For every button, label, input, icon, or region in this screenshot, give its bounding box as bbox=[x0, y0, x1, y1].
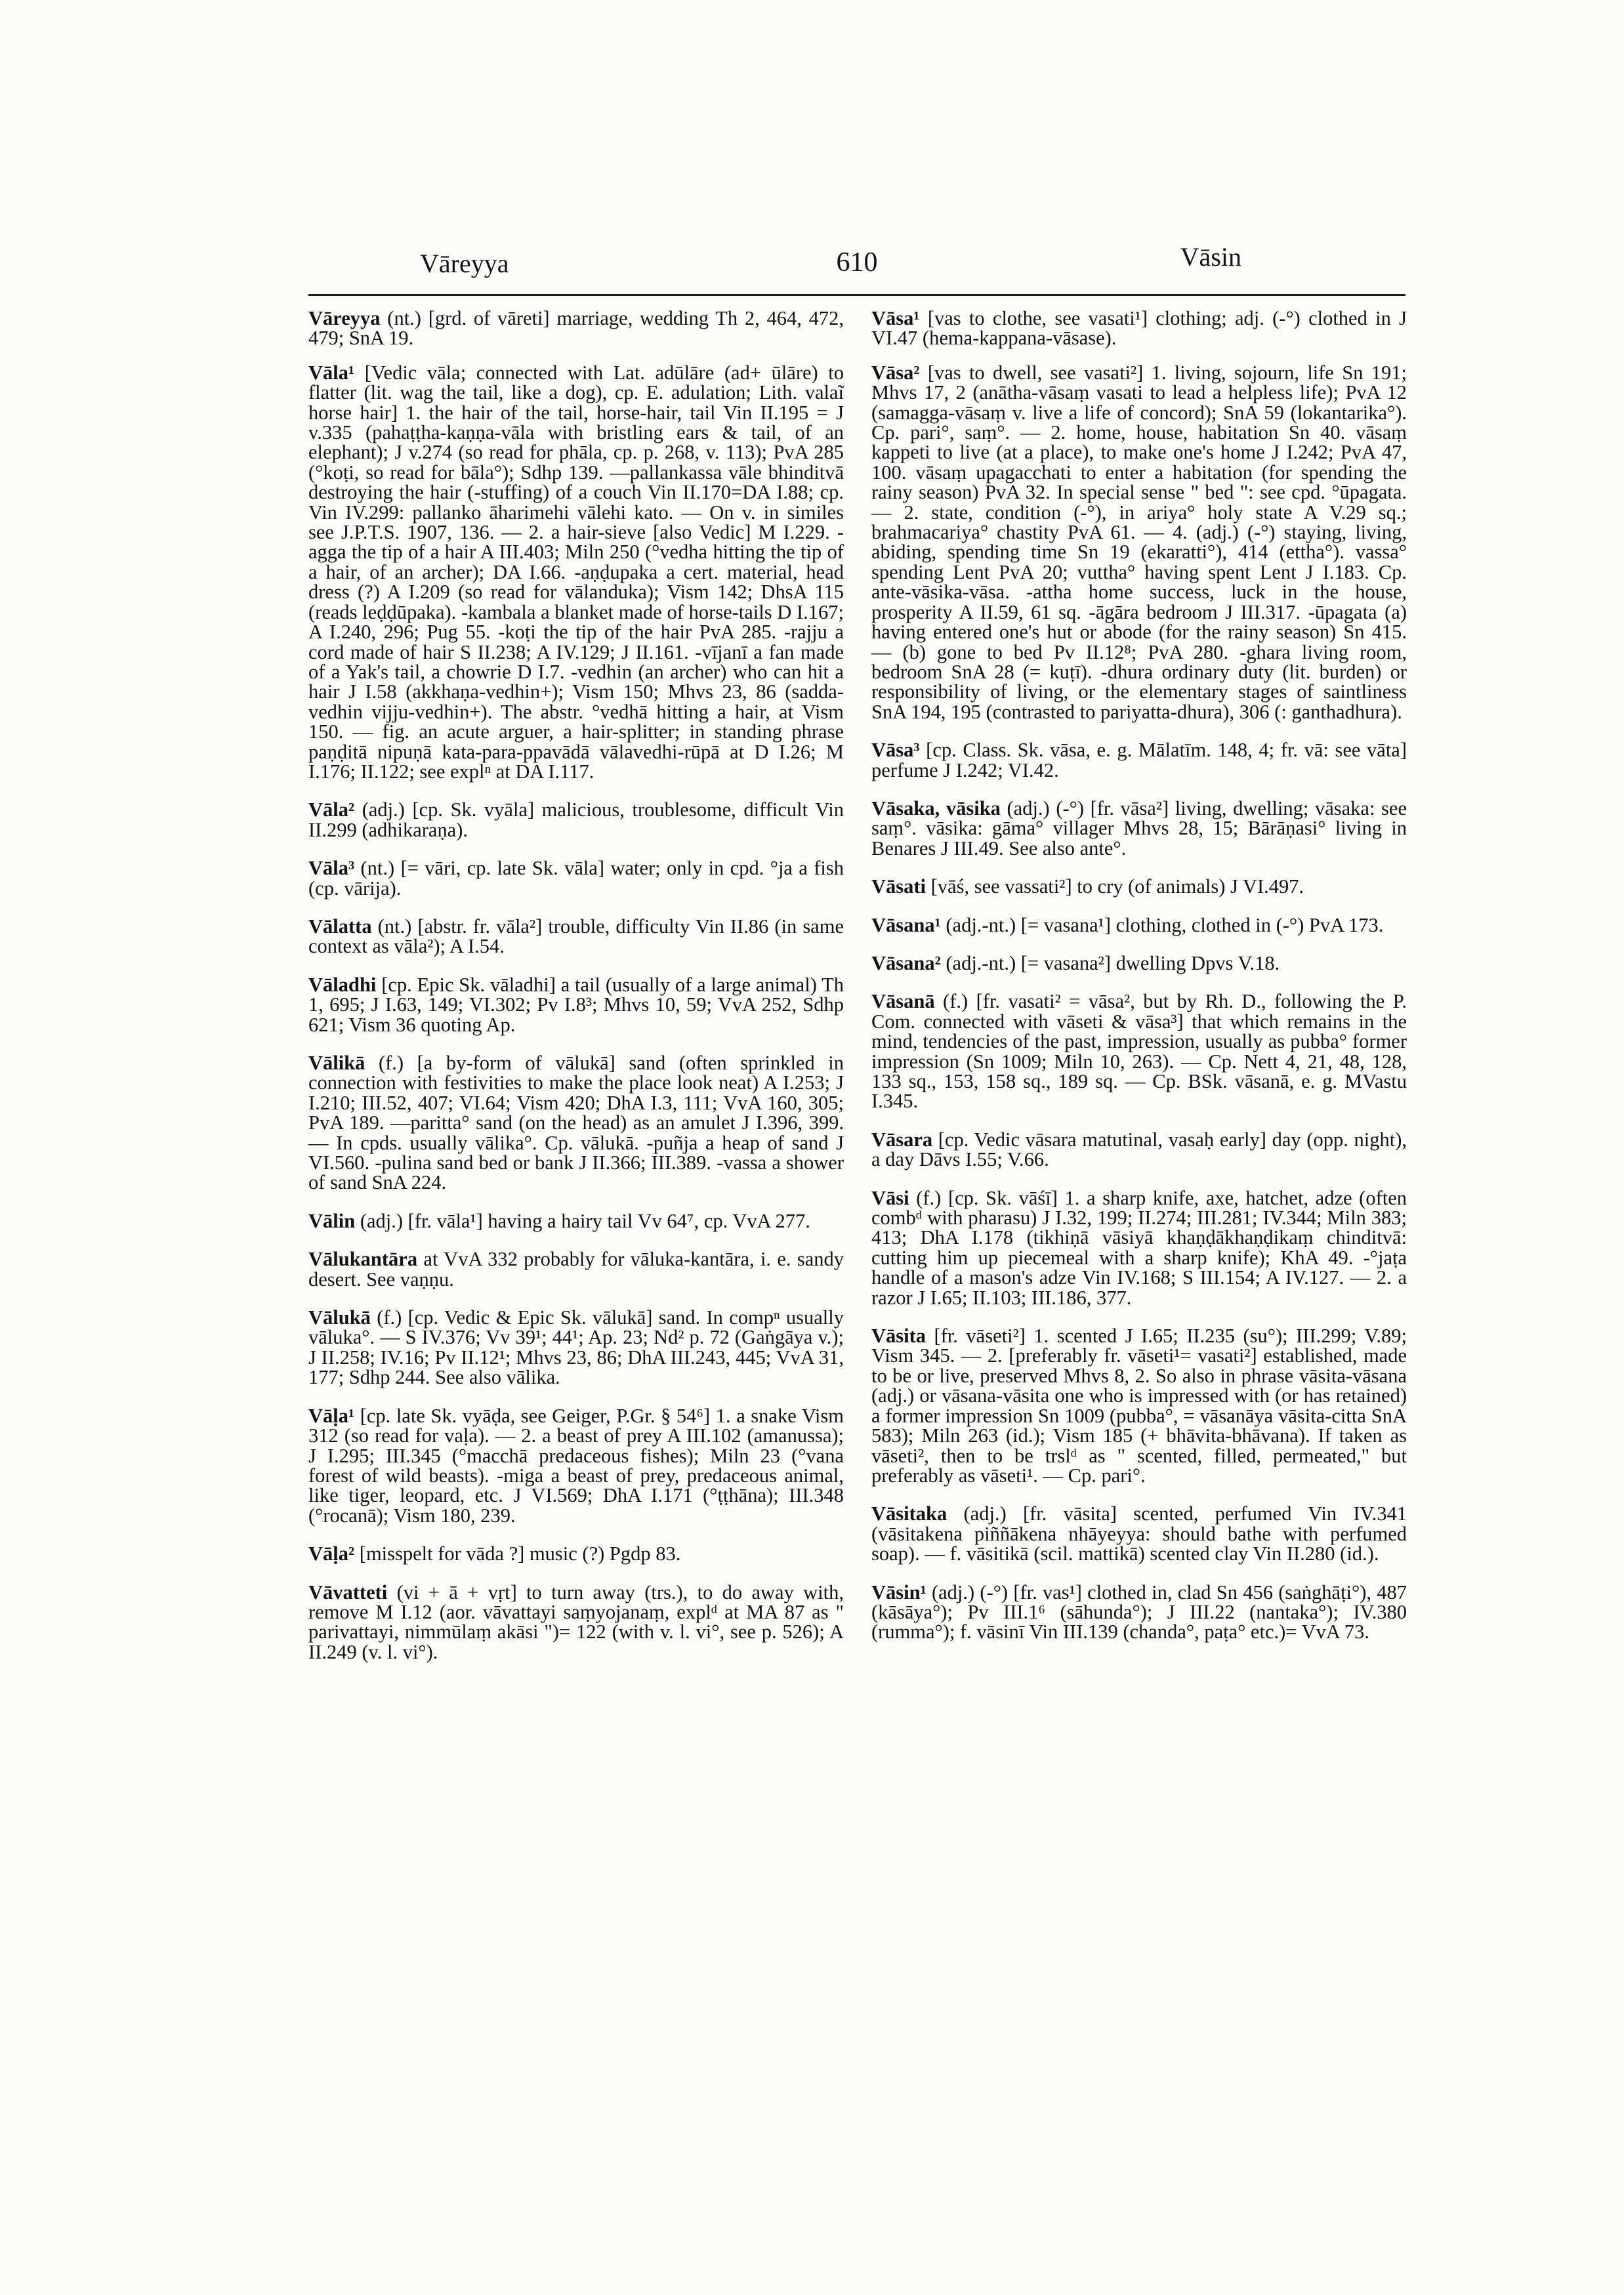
definition: (adj.) [cp. Sk. vyāla] malicious, troublesome, difficult Vin II.299 (adhikaraṇa). bbox=[308, 798, 844, 841]
entry-vasita bbox=[871, 1326, 1407, 1485]
entry-vasana-1 bbox=[871, 915, 1407, 935]
definition: (nt.) [grd. of vāreti] marriage, wedding Th 2, 464, 472, 479; SnA 19. bbox=[308, 307, 844, 350]
headword: Vāsaka, vāsika bbox=[871, 796, 1001, 819]
entry-valuka bbox=[308, 1308, 844, 1388]
headword: Vāsanā bbox=[871, 990, 935, 1013]
entry-vasin-1 bbox=[871, 1582, 1407, 1642]
headword: Vāsitaka bbox=[871, 1502, 947, 1525]
headword: Vāla³ bbox=[308, 857, 355, 880]
headword: Vāsana² bbox=[871, 951, 941, 974]
entry-valadhi bbox=[308, 975, 844, 1035]
entry-vasitaka bbox=[871, 1504, 1407, 1563]
definition: [cp. late Sk. vyāḍa, see Geiger, P.Gr. § 54⁶] 1. a snake Vism 312 (so read for vaḷa). — 2. a beast of prey A III.102 (amanussa); J I.295; III.345 (°macchā predaceous fishes); Miln 23 (°vana forest of wild beasts). -miga a beast of prey, predaceous animal, like tiger, leopard, etc. J VI.569; DhA I.171 (°ṭṭhāna); III.348 (°rocanā); Vism 180, 239. bbox=[308, 1404, 844, 1527]
entry-valin bbox=[308, 1211, 844, 1231]
headword: Vāvatteti bbox=[308, 1581, 388, 1603]
definition: (adj.) (-°) [fr. vāsa²] living, dwelling; vāsaka: see saṃ°. vāsika: gāma° villager Mhvs 28, 15; Bārāṇasi° living in Benares J III.49. See also ante°. bbox=[871, 796, 1407, 859]
definition: (nt.) [abstr. fr. vāla²] trouble, difficulty Vin II.86 (in same context as vāla²); A I.54. bbox=[308, 915, 844, 958]
header-rule bbox=[308, 294, 1405, 296]
headword: Vāla² bbox=[308, 798, 355, 821]
headword: Vāsita bbox=[871, 1325, 927, 1348]
definition: (f.) [a by-form of vālukā] sand (often sprinkled in connection with festivities to make the place look neat) A I.253; J I.210; III.52, 407; VI.64; Vism 420; DhA I.3, 111; VvA 160, 305; PvA 189. —paritta° sand (on the head) as an amulet J I.396, 399. — In cpds. usually vālika°. Cp. vālukā. -puñja a heap of sand J VI.560. -pulina sand bed or bank J II.366; III.389. -vassa a shower of sand SnA 224. bbox=[308, 1052, 844, 1194]
headword: Vāsin¹ bbox=[871, 1581, 927, 1603]
entry-vasa-2 bbox=[871, 363, 1407, 722]
definition: [fr. vāseti²] 1. scented J I.65; II.235 (su°); III.299; V.89; Vism 345. — 2. [preferably fr. vāseti¹= vasati²] established, made to be or live, preserved Mhvs 8, 2. So also in phrase vāsita-vāsana (adj.) or vāsana-vāsita one who is impressed with (or has retained) a former impression Sn 1009 (pubba°, = vāsanāya vāsita-citta SnA 583); Miln 263 (id.); Vism 185 (+ bhāvita-bhāvana). If taken as vāseti², then to be trslᵈ as " scented, filled, permeated," but preferably as vāseti¹. — Cp. pari°. bbox=[871, 1325, 1407, 1487]
entry-vala-retroflex-2 bbox=[308, 1544, 844, 1563]
entry-vasaka bbox=[871, 798, 1407, 858]
definition: (nt.) [= vāri, cp. late Sk. vāla] water; only in cpd. °ja a fish (cp. vārija). bbox=[308, 857, 844, 899]
definition: (f.) [cp. Sk. vāśī] 1. a sharp knife, axe, hatchet, adze (often combᵈ with pharasu) J I.32, 199; II.274; III.281; IV.344; Miln 383; 413; DhA I.178 (tikhiṇā vāsiyā khaṇḍākhaṇḍikaṃ chinditvā: cutting him up piecemeal with a sharp knife); KhA 49. -°jaṭa handle of a mason's adze Vin IV.168; S III.154; A IV.127. — 2. a razor J I.65; II.103; III.186, 377. bbox=[871, 1186, 1407, 1309]
header-left-word: Vāreyya bbox=[420, 249, 509, 278]
definition: (adj.) [fr. vāla¹] having a hairy tail Vv 64⁷, cp. VvA 277. bbox=[355, 1209, 810, 1232]
header-right-word: Vāsin bbox=[1180, 242, 1241, 272]
definition: (adj.) [fr. vāsita] scented, perfumed Vin IV.341 (vāsitakena piññākena nhāyeyya: should bathe with perfumed soap). — f. vāsitikā (scil. mattikā) scented clay Vin II.280 (id.). bbox=[871, 1502, 1407, 1565]
headword: Vāladhi bbox=[308, 973, 377, 996]
definition: (f.) [cp. Vedic & Epic Sk. vālukā] sand. In compⁿ usually vāluka°. — S IV.376; Vv 39¹; 44¹; Ap. 23; Nd² p. 72 (Gaṅgāya v.); J II.258; IV.16; Pv II.12¹; Mhvs 23, 86; DhA III.243, 445; VvA 31, 177; Sdhp 244. See also vālika. bbox=[308, 1306, 844, 1389]
headword: Vāḷa¹ bbox=[308, 1404, 355, 1427]
headword: Vālikā bbox=[308, 1052, 365, 1074]
left-column bbox=[308, 308, 844, 1680]
headword: Vāsa³ bbox=[871, 739, 920, 762]
headword: Vālukā bbox=[308, 1306, 371, 1329]
definition: at VvA 332 probably for vāluka-kantāra, i. e. sandy desert. See vaṇṇu. bbox=[308, 1248, 844, 1291]
headword: Vālatta bbox=[308, 915, 372, 938]
entry-valatta bbox=[308, 917, 844, 957]
entry-vasana-f bbox=[871, 991, 1407, 1111]
page-number: 610 bbox=[836, 247, 878, 278]
definition: [vāś, see vassati²] to cry (of animals) J VI.497. bbox=[926, 875, 1304, 898]
entry-vasi bbox=[871, 1188, 1407, 1308]
headword: Vāla¹ bbox=[308, 361, 355, 384]
entry-vavatteti bbox=[308, 1582, 844, 1663]
entry-vareyya bbox=[308, 308, 844, 348]
entry-vala-retroflex-1 bbox=[308, 1406, 844, 1525]
definition: [vas to dwell, see vasati²] 1. living, sojourn, life Sn 191; Mhvs 17, 2 (anātha-vāsaṃ vasati to lead a helpless life); PvA 12 (samagga-vāsaṃ v. live a life of concord); SnA 59 (lokantarika°). Cp. pari°, saṃ°. — 2. home, house, habitation Sn 40. vāsaṃ kappeti to live (at a place), to make one's home J I.242; PvA 47, 100. vāsaṃ upagacchati to enter a habitation (for spending the rainy season) PvA 32. In special sense " bed ": see cpd. °ūpagata. — 2. state, condition (-°), in ariya° holy state A V.29 sq.; brahmacariya° chastity PvA 61. — 4. (adj.) (-°) staying, living, abiding, spending time Sn 19 (ekaratti°), 414 (ettha°). vassa° spending Lent PvA 20; vuttha° having spent Lent J I.183. Cp. ante-vāsika-vāsa. -attha home success, luck in the house, prosperity A II.59, 61 sq. -āgāra bedroom J III.317. -ūpagata (a) having entered one's hut or abode (for the rainy season) Sn 415. — (b) gone to bed Pv II.12⁸; PvA 280. -ghara living room, bedroom SnA 28 (= kuṭī). -dhura ordinary duty (lit. burden) or responsibility of living, or the elementary stages of saintliness SnA 194, 195 (contrasted to pariyatta-dhura), 306 (: ganthadhura). bbox=[871, 361, 1407, 723]
definition: [vas to clothe, see vasati¹] clothing; adj. (-°) clothed in J VI.47 (hema-kappana-vāsase). bbox=[871, 307, 1407, 350]
right-column bbox=[871, 308, 1407, 1661]
definition: (adj.-nt.) [= vasana²] dwelling Dpvs V.18. bbox=[940, 951, 1280, 974]
running-head bbox=[308, 241, 1405, 287]
entry-vasa-1 bbox=[871, 308, 1407, 348]
headword: Vāsa² bbox=[871, 361, 920, 384]
headword: Vālukantāra bbox=[308, 1248, 418, 1271]
definition: (adj.-nt.) [= vasana¹] clothing, clothed in (-°) PvA 173. bbox=[940, 913, 1384, 936]
definition: (f.) [fr. vasati² = vāsa², but by Rh. D., following the P. Com. connected with vāseti & vāsa³] that which remains in the mind, tendencies of the past, impression, usually as pubba° former impression (Sn 1009; Miln 10, 263). — Cp. Nett 4, 21, 48, 128, 133 sq., 153, 158 sq., 189 sq. — Cp. BSk. vāsanā, e. g. MVastu I.345. bbox=[871, 990, 1407, 1113]
headword: Vāsa¹ bbox=[871, 307, 920, 329]
entry-vala-3 bbox=[308, 858, 844, 898]
entry-vasati bbox=[871, 877, 1407, 896]
definition: (vi + ā + vṛt] to turn away (trs.), to do away with, remove M I.12 (aor. vāvattayi saṃyojanaṃ, explᵈ at MA 87 as " parivattayi, nimmūlaṃ akāsi ")= 122 (with v. l. vi°, see p. 526); A II.249 (v. l. vi°). bbox=[308, 1581, 844, 1663]
entry-vasana-2 bbox=[871, 953, 1407, 973]
entry-valika bbox=[308, 1053, 844, 1193]
definition: [Vedic vāla; connected with Lat. adūlāre (ad+ ūlāre) to flatter (lit. wag the tail, like a dog), cp. E. adulation; Lith. valaĩ horse hair] 1. the hair of the tail, horse-hair, tail Vin II.195 = J v.335 (pahaṭṭha-kaṇṇa-vāla with bristling ears & tail, of an elephant); J v.274 (so read for phāla, cp. p. 268, v. 113); PvA 285 (°koṭi, so read for bāla°); Sdhp 139. —pallankassa vāle bhinditvā destroying the hair (-stuffing) of a couch Vin II.170=DA I.88; cp. Vin IV.299: pallanko āharimehi vālehi kato. — On v. in similes see J.P.T.S. 1907, 136. — 2. a hair-sieve [also Vedic] M I.229. -agga the tip of a hair A III.403; Miln 250 (°vedha hitting the tip of a hair, of an archer); DA I.66. -aṇḍupaka a cert. material, head dress (?) A I.209 (so read for vālanduka); Vism 142; DhsA 115 (reads leḍḍūpaka). -kambala a blanket made of horse-tails D I.167; A I.240, 296; Pug 55. -koṭi the tip of the hair PvA 285. -rajju a cord made of hair S II.238; A IV.129; J II.161. -vījanī a fan made of a Yak's tail, a chowrie D I.7. -vedhin (an archer) who can hit a hair J I.58 (akkhaṇa-vedhin+); Vism 150; Mhvs 23, 86 (sadda-vedhin vijju-vedhin+). The abstr. °vedhā hitting a hair, at Vism 150. — fig. an acute arguer, a hair-splitter; in standing phrase paṇḍitā nipuṇā kata-para-ppavādā vālavedhi-rūpā at D I.26; M I.176; II.122; see explⁿ at DA I.117. bbox=[308, 361, 844, 783]
definition: [cp. Vedic vāsara matutinal, vasaḥ early] day (opp. night), a day Dāvs I.55; V.66. bbox=[871, 1128, 1407, 1171]
entry-valukantara bbox=[308, 1249, 844, 1289]
definition: [misspelt for vāda ?] music (?) Pgdp 83. bbox=[354, 1542, 681, 1565]
headword: Vāḷa² bbox=[308, 1542, 355, 1565]
headword: Vāsara bbox=[871, 1128, 933, 1151]
headword: Vāsana¹ bbox=[871, 913, 941, 936]
headword: Vāsati bbox=[871, 875, 927, 898]
definition: (adj.) (-°) [fr. vas¹] clothed in, clad Sn 456 (saṅghāṭi°), 487 (kāsāya°); Pv III.1⁶ (sāhunda°); J III.22 (nantaka°); IV.380 (rumma°); f. vāsinī Vin III.139 (chanda°, paṭa° etc.)= VvA 73. bbox=[871, 1581, 1407, 1644]
headword: Vālin bbox=[308, 1209, 356, 1232]
entry-vala-2 bbox=[308, 800, 844, 840]
definition: [cp. Epic Sk. vāladhi] a tail (usually of a large animal) Th 1, 695; J I.63, 149; VI.302; Pv I.8³; Mhvs 10, 59; VvA 252, Sdhp 621; Vism 36 quoting Ap. bbox=[308, 973, 844, 1036]
definition: [cp. Class. Sk. vāsa, e. g. Mālatīm. 148, 4; fr. vā: see vāta] perfume J I.242; VI.42. bbox=[871, 739, 1407, 781]
headword: Vāsi bbox=[871, 1186, 909, 1209]
entry-vasara bbox=[871, 1130, 1407, 1170]
entry-vasa-3 bbox=[871, 740, 1407, 780]
entry-vala-1 bbox=[308, 363, 844, 782]
headword: Vāreyya bbox=[308, 307, 381, 329]
